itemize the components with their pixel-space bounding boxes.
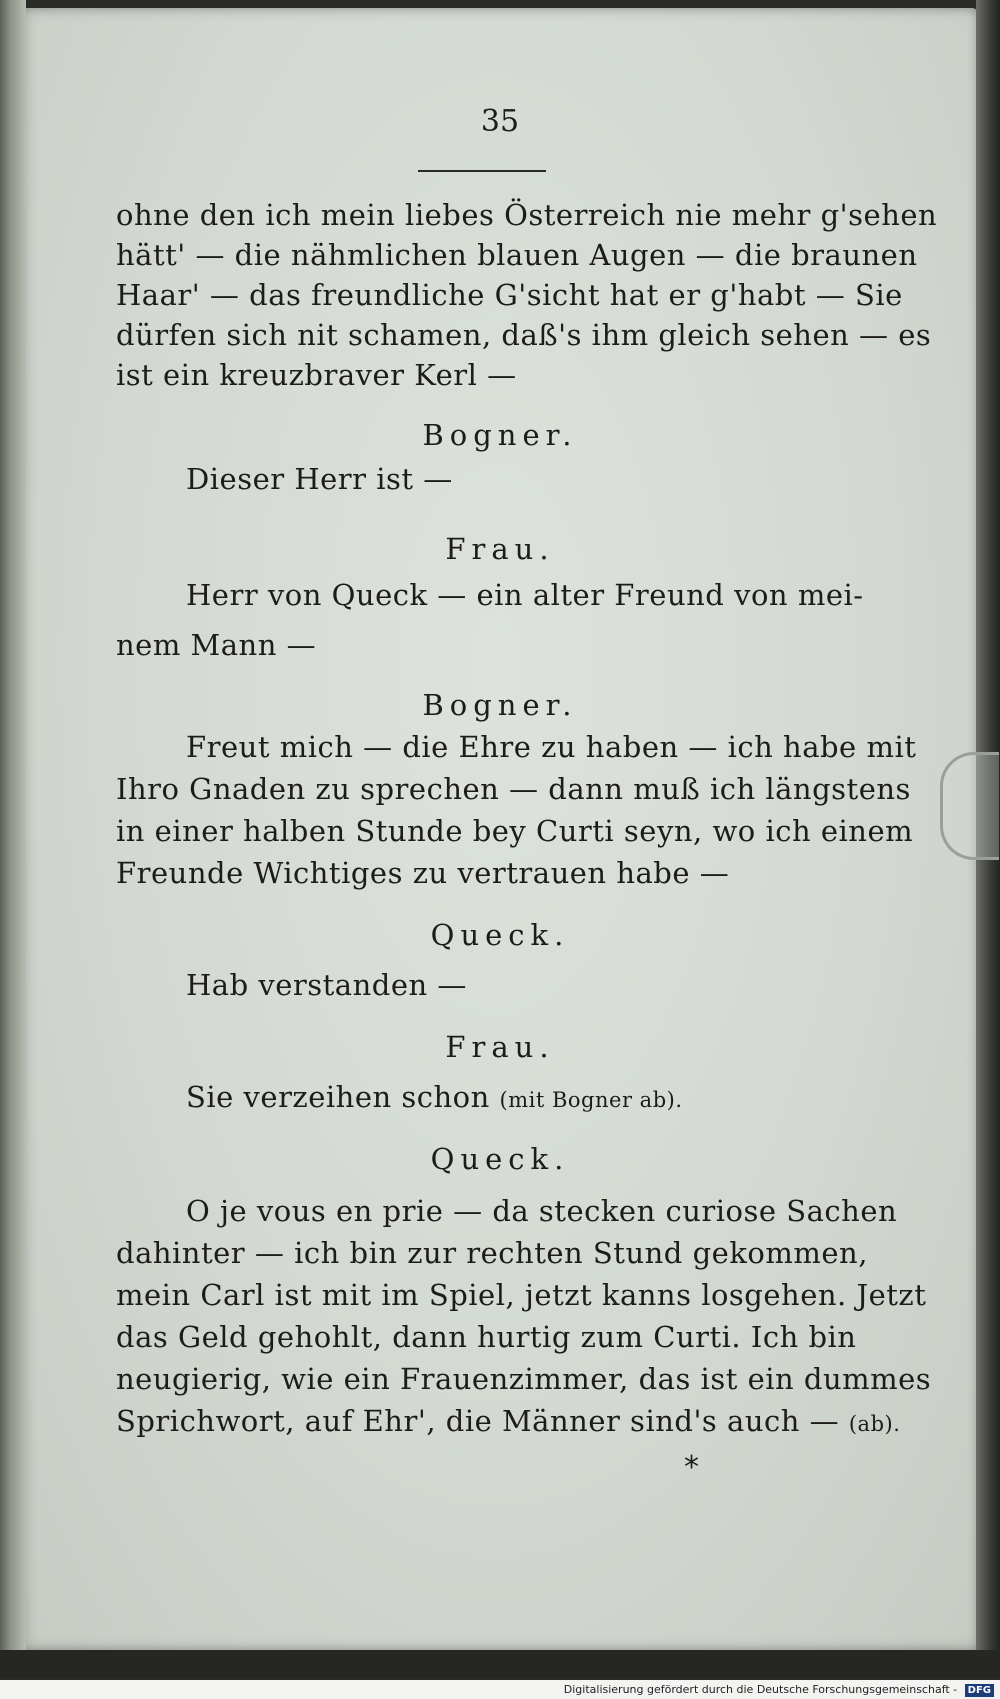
text-line: Freut mich — die Ehre zu haben — ich habe mit: [186, 730, 917, 764]
dialogue-text: Sie verzeihen schon: [186, 1080, 490, 1114]
speaker-name: Frau.: [445, 532, 555, 566]
speaker-name: Bogner.: [422, 688, 578, 722]
text-line: ohne den ich mein liebes Österreich nie mehr g'sehen: [116, 198, 938, 232]
text-line: mein Carl ist mit im Spiel, jetzt kanns losgehen. Jetzt: [116, 1278, 927, 1312]
text-line: Hab verstanden —: [186, 968, 467, 1002]
stage-direction: (mit Bogner ab).: [499, 1088, 683, 1112]
speaker-name: Frau.: [445, 1030, 555, 1064]
dialogue-text: Sprichwort, auf Ehr', die Männer sind's auch —: [116, 1404, 840, 1438]
text-line: dahinter — ich bin zur rechten Stund gekommen,: [116, 1236, 868, 1270]
text-line: [116, 1404, 900, 1438]
text-line: dürfen sich nit schamen, daß's ihm gleich sehen — es: [116, 318, 932, 352]
text-line: O je vous en prie — da stecken curiose Sachen: [186, 1194, 898, 1228]
text-line: das Geld gehohlt, dann hurtig zum Curti. Ich bin: [116, 1320, 857, 1354]
digitization-footer: [0, 1680, 1000, 1699]
text-line: in einer halben Stunde bey Curti seyn, wo ich einem: [116, 814, 914, 848]
bottom-shadow-band: [0, 1650, 1000, 1678]
page-number: 35: [480, 104, 520, 139]
speaker-name: Queck.: [430, 918, 570, 952]
stage-direction: (ab).: [848, 1412, 901, 1436]
text-line: Herr von Queck — ein alter Freund von mei-: [186, 578, 864, 612]
text-line: Freunde Wichtiges zu vertrauen habe —: [116, 856, 730, 890]
header-rule: [418, 170, 546, 172]
text-line: Dieser Herr ist —: [186, 462, 453, 496]
text-line: neugierig, wie ein Frauenzimmer, das ist ein dummes: [116, 1362, 932, 1396]
text-line: Ihro Gnaden zu sprechen — dann muß ich längstens: [116, 772, 911, 806]
text-line: hätt' — die nähmlichen blauen Augen — die braunen: [116, 238, 918, 272]
text-line: ist ein kreuzbraver Kerl —: [116, 358, 517, 392]
signature-mark: *: [684, 1450, 699, 1485]
speaker-name: Queck.: [430, 1142, 570, 1176]
text-line: Haar' — das freundliche G'sicht hat er g'habt — Sie: [116, 278, 903, 312]
footer-credit: Digitalisierung gefördert durch die Deutsche Forschungsgemeinschaft -: [563, 1683, 958, 1696]
text-line: nem Mann —: [116, 628, 317, 662]
text-line: [186, 1080, 683, 1114]
speaker-name: Bogner.: [422, 418, 578, 452]
page-tab-marker: [940, 752, 999, 860]
dfg-logo: DFG: [965, 1684, 994, 1697]
left-page-edge: [0, 0, 26, 1670]
